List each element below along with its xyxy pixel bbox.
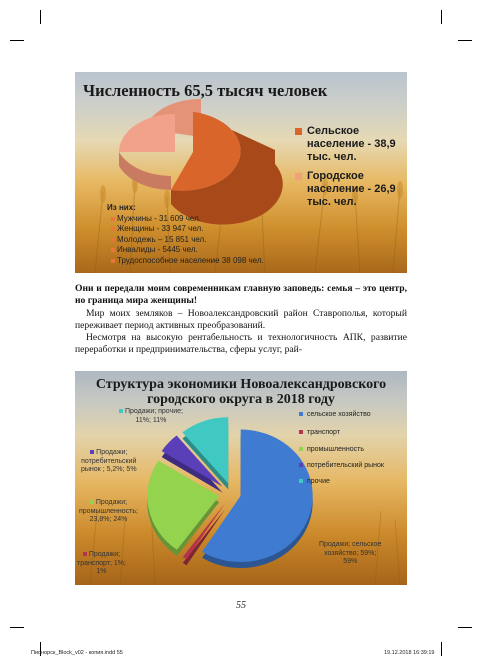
legend-label: транспорт [307, 429, 340, 436]
legend-swatch [299, 479, 303, 483]
data-label-consumer: Продажи; потребительский рынок ; 5,2%; 5% [81, 449, 137, 474]
pie-slice-urban [119, 114, 175, 152]
pie-chart-economy [147, 417, 312, 568]
legend-item-rural [307, 125, 396, 164]
print-slug-date: 19.12.2018 16:39:19 [384, 650, 435, 656]
legend-label: Городское [307, 170, 364, 182]
population-chart [75, 72, 407, 273]
print-slug-file: Пионорск_Block_v02 - копия.indd 55 [31, 650, 123, 656]
breakdown-item: Трудоспособное население 38 098 чел. [111, 256, 264, 267]
breakdown-item: Мужчины - 31 609 чел. [111, 214, 264, 225]
legend-label: промышленность [307, 446, 364, 453]
chart-title-line: городского округа в 2018 году [147, 392, 335, 407]
data-label-agriculture: Продажи; сельское хозяйство; 59%; 59% [319, 541, 382, 566]
breakdown-title: Из них: [107, 203, 136, 212]
data-label-industry: Продажи; промышленность; 23,8%; 24% [79, 499, 138, 524]
breakdown-item: Молодежь – 15 851 чел. [111, 235, 264, 246]
legend-label: население - 38,9 [307, 138, 396, 150]
data-label-transport: Продажи; транспорт; 1%; 1% [77, 551, 126, 576]
crop-mark [458, 627, 472, 628]
legend-swatch [295, 173, 302, 180]
legend-item-transport [299, 429, 340, 436]
legend-swatch [299, 463, 303, 467]
legend-item-other [299, 478, 330, 485]
crop-mark [40, 10, 41, 24]
legend-label: население - 26,9 [307, 183, 396, 195]
crop-mark [10, 627, 24, 628]
paragraph: Несмотря на высокую рентабельность и технологичность АПК, развитие переработки и предпринимательства, сферы услуг, рай- [75, 332, 407, 356]
legend-swatch [299, 412, 303, 416]
legend-label: Сельское [307, 125, 360, 137]
crop-mark [441, 642, 442, 656]
breakdown-item: Женщины - 33 947 чел. [111, 224, 264, 235]
legend-swatch [299, 430, 303, 434]
legend-label: прочие [307, 478, 330, 485]
data-label-other: Продажи; прочие; 11%; 11% [119, 408, 183, 425]
legend-label: потребительский рынок [307, 462, 384, 469]
economy-structure-chart [75, 371, 407, 585]
legend-label: тыс. чел. [307, 151, 357, 163]
crop-mark [441, 10, 442, 24]
legend-swatch [295, 128, 302, 135]
chart-title: Численность 65,5 тысяч человек [83, 81, 328, 100]
legend-item-consumer [299, 462, 384, 469]
legend-item-urban [307, 170, 396, 209]
paragraph: Мир моих земляков – Новоалександровский район Ставрополья, который переживает период активных преобразований. [75, 308, 407, 332]
legend-swatch [299, 447, 303, 451]
crop-mark [10, 40, 24, 41]
paragraph: Они и передали моим современникам главную заповедь: семья – это центр, но граница мира женщины! [75, 283, 407, 307]
legend-item-industry [299, 446, 364, 453]
legend-label: тыс. чел. [307, 196, 357, 208]
chart-title [75, 377, 407, 407]
crop-mark [458, 40, 472, 41]
population-breakdown [107, 203, 264, 266]
page-number: 55 [236, 600, 246, 611]
breakdown-item: Инвалиды - 5445 чел. [111, 245, 264, 256]
chart-title-line: Структура экономики Новоалександровского [95, 377, 387, 392]
legend-item-agriculture [299, 411, 371, 418]
pie-slice-urban-side [119, 152, 171, 190]
legend-label: сельское хозяйство [307, 411, 371, 418]
